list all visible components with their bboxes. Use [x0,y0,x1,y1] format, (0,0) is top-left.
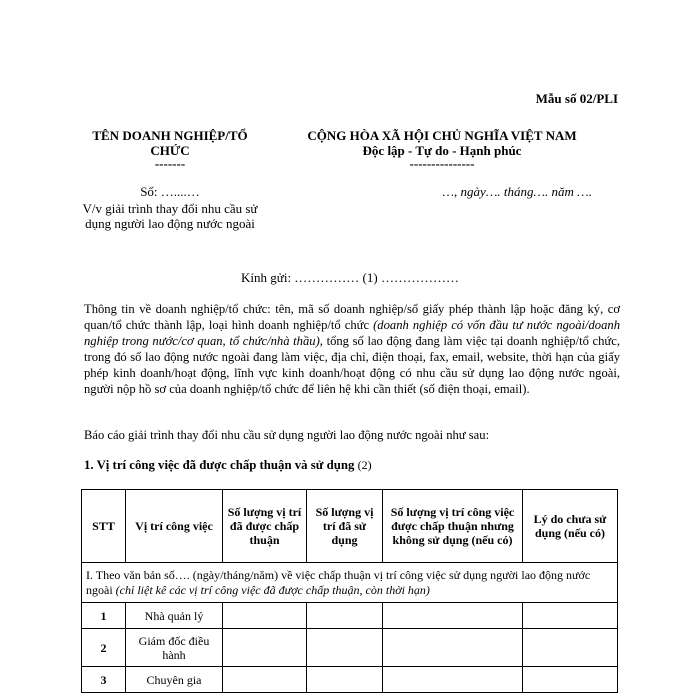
org-doc-number: Số: …....… [140,184,200,199]
table-group-row [82,563,618,603]
org-block [70,128,270,231]
org-name-line2: CHỨC [150,143,190,158]
group-row-italic: (chỉ liệt kê các vị trí công việc đã được chấp thuận, còn thời hạn) [115,582,430,597]
row-cell [383,667,523,693]
row-cell [523,603,618,629]
row-cell [223,629,307,667]
table-row [82,667,618,693]
section1-heading [84,458,624,473]
row-cell [383,603,523,629]
table-row [82,629,618,667]
row-stt: 2 [82,629,126,667]
nation-title: CỘNG HÒA XÃ HỘI CHỦ NGHĨA VIỆT NAM [307,128,577,143]
nation-separator: --------------- [409,156,475,171]
salutation: Kính gửi: …………… (1) ……………… [241,270,459,285]
row-cell [223,667,307,693]
table-row [82,603,618,629]
group-row-text: I. Theo văn bản số…. (ngày/tháng/năm) về việc chấp thuận vị trí công việc sử dụng người lao động nước ngoài [86,567,591,597]
table-header-row [82,490,618,563]
positions-table [81,489,618,693]
intro-paragraph [84,301,620,397]
report-line: Báo cáo giải trình thay đổi nhu cầu sử dụng người lao động nước ngoài như sau: [84,428,490,442]
row-stt: 3 [82,667,126,693]
row-stt: 1 [82,603,126,629]
row-cell [307,667,383,693]
header-reason: Lý do chưa sử dụng (nếu có) [523,490,618,563]
nation-motto: Độc lập - Tự do - Hạnh phúc [362,143,522,158]
org-subject-line1: V/v giải trình thay đổi nhu cầu sử [82,201,258,216]
row-cell [223,603,307,629]
nation-block [292,128,592,199]
org-separator: ------- [154,156,186,171]
org-name-line1: TÊN DOANH NGHIỆP/TỔ [92,128,248,143]
row-cell [523,629,618,667]
intro-part3: , tổng số lao động đang làm việc tại doanh nghiệp/tổ chức, trong đó số lao động nước ngoài đang làm việc, địa chỉ, điện thoại, fax, email, website, thời hạn của giấy phép kinh doanh/hoạt động, lĩnh vực kinh doanh/hoạt động có nhu cầu sử dụng lao động nước ngoài, người nộp hồ sơ của doanh nghiệp/tổ chức để liên hệ khi cần thiết (số điện thoại, email). [84,334,620,396]
org-subject-line2: dụng người lao động nước ngoài [85,216,255,231]
header-used: Số lượng vị trí đã sử dụng [307,490,383,563]
form-code: Mẫu số 02/PLI [535,91,618,106]
row-cell [307,603,383,629]
group-row-cell [82,563,618,603]
intro-part2: (doanh nghiệp có vốn đầu tư nước ngoài/doanh nghiệp trong nước/cơ quan, tổ chức/nhà thầu) [84,318,620,348]
row-cell [523,667,618,693]
header-stt: STT [82,490,126,563]
header-approved: Số lượng vị trí đã được chấp thuận [223,490,307,563]
header-unused: Số lượng vị trí công việc được chấp thuận nhưng không sử dụng (nếu có) [383,490,523,563]
section1-title: 1. Vị trí công việc đã được chấp thuận và sử dụng [84,458,355,472]
section1-note: (2) [357,458,372,472]
row-cell [307,629,383,667]
row-cell [383,629,523,667]
date-line: …, ngày…. tháng…. năm …. [442,184,592,199]
intro-part1: Thông tin về doanh nghiệp/tổ chức: tên, mã số doanh nghiệp/số giấy phép thành lập hoặc đăng ký, cơ quan/tổ chức thành lập, loại hình doanh nghiệp/tổ chức [84,302,620,332]
row-position: Chuyên gia [126,667,223,693]
row-position: Nhà quản lý [126,603,223,629]
row-position: Giám đốc điều hành [126,629,223,667]
header-position: Vị trí công việc [126,490,223,563]
